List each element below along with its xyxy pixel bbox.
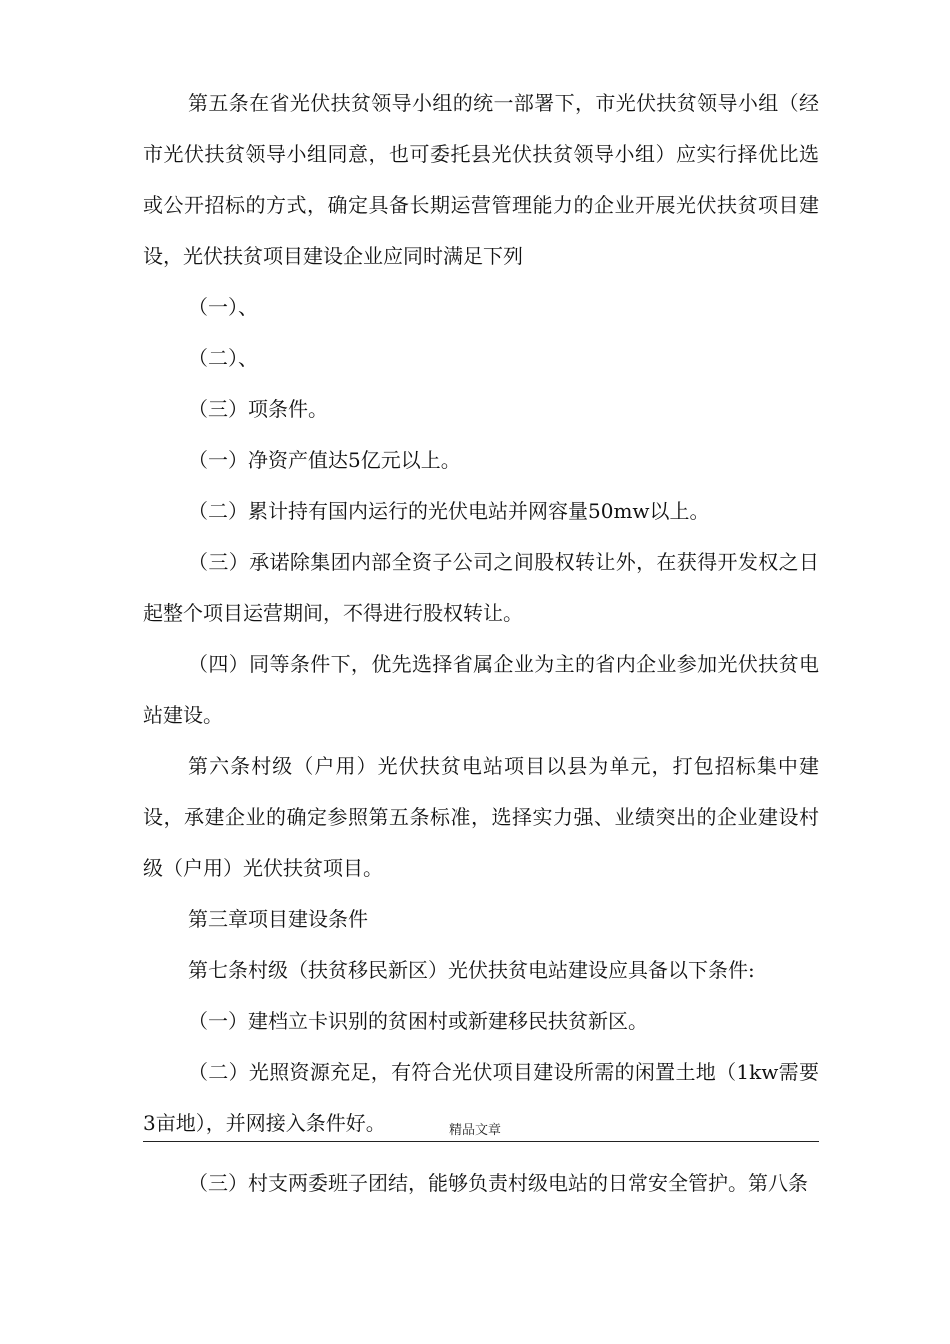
paragraph-item-2-blank: （二）、 [188, 346, 258, 370]
paragraph-village-committee: （三）村支两委班子团结，能够负责村级电站的日常安全管护。第八条 [188, 1171, 808, 1195]
paragraph-net-assets: （一）净资产值达5亿元以上。 [188, 448, 461, 472]
page-footer-label: 精品文章 [448, 1123, 501, 1138]
paragraph-item-1-blank: （一）、 [188, 295, 258, 319]
paragraph-poor-village: （一）建档立卡识别的贫困村或新建移民扶贫新区。 [188, 1009, 648, 1033]
paragraph-solar-resources: （二）光照资源充足，有符合光伏项目建设所需的闲置土地（1kw需要3亩地），并网接入条件好。 [143, 1060, 819, 1135]
paragraph-equity-transfer: （三）承诺除集团内部全资子公司之间股权转让外，在获得开发权之日起整个项目运营期间，不得进行股权转让。 [143, 550, 819, 625]
paragraph-grid-capacity: （二）累计持有国内运行的光伏电站并网容量50mw以上。 [188, 499, 710, 523]
paragraph-article-7: 第七条村级（扶贫移民新区）光伏扶贫电站建设应具备以下条件: [188, 958, 755, 982]
chapter-heading: 第三章项目建设条件 [188, 907, 368, 931]
paragraph-provincial-priority: （四）同等条件下，优先选择省属企业为主的省内企业参加光伏扶贫电站建设。 [143, 652, 819, 727]
paragraph-article-6: 第六条村级（户用）光伏扶贫电站项目以县为单元，打包招标集中建设，承建企业的确定参照第五条标准，选择实力强、业绩突出的企业建设村级（户用）光伏扶贫项目。 [143, 754, 819, 880]
paragraph-item-3-conditions: （三）项条件。 [188, 397, 328, 421]
footer-divider [143, 1141, 819, 1142]
paragraph-article-5: 第五条在省光伏扶贫领导小组的统一部署下，市光伏扶贫领导小组（经市光伏扶贫领导小组同意，也可委托县光伏扶贫领导小组）应实行择优比选或公开招标的方式，确定具备长期运营管理能力的企业开展光伏扶贫项目建设，光伏扶贫项目建设企业应同时满足下列 [143, 91, 819, 268]
